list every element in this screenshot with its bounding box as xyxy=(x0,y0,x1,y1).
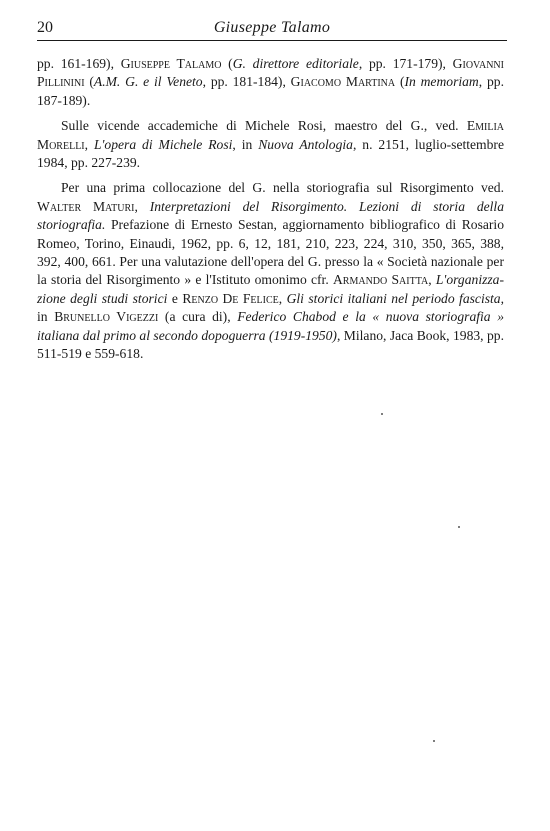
text-run: , n. 2151, luglio-settembre 1984, pp. 227-239. xyxy=(37,136,504,171)
text-run: ( xyxy=(395,74,405,90)
text-run: Sulle vicende accademiche di Michele Rosi, maestro del G., ved. xyxy=(61,118,467,134)
author-name: Walter Maturi xyxy=(37,198,135,214)
text-run: ( xyxy=(221,56,233,71)
text-run: , xyxy=(134,198,150,214)
text-run: Prefazione di Ernesto Sestan, aggiornamento bibliografico di Rosario Romeo, Torino, Einaudi, 1962, pp. 6, 12, 181, 210, 223, 224, 310, 350, 365, 388, 392, 400, 661. Per una valutazione dell'opera del G. presso la « Società nazionale per la storia del Risorgimento » e l'Istituto omonimo cfr. xyxy=(37,217,504,288)
work-title: In memoriam xyxy=(404,74,479,90)
author-name: Giuseppe Talamo xyxy=(120,56,222,71)
text-run: , xyxy=(278,290,287,306)
author-name: Giovanni Pillinini xyxy=(37,56,504,90)
text-run: Per una prima collocazione del G. nella storiografia sul Risorgimento ved. xyxy=(61,180,504,196)
work-title: L'opera di Michele Rosi xyxy=(93,136,233,152)
work-title: Interpretazioni del Risorgimento. Lezioni di storia della storiografia. xyxy=(37,198,505,233)
text-run: , pp. 181-184), xyxy=(202,74,291,90)
author-name: Giacomo Martina xyxy=(290,74,396,90)
scan-speck xyxy=(458,526,460,528)
text-run: ( xyxy=(84,74,94,90)
text-run: (a cura di), xyxy=(158,309,238,325)
author-name: Renzo De Felice xyxy=(182,290,279,306)
work-title: Gli storici italiani nel periodo fascista xyxy=(286,290,501,306)
paragraph xyxy=(37,117,504,172)
text-run: , in xyxy=(37,290,505,325)
scan-speck xyxy=(433,740,435,742)
running-head: Giuseppe Talamo xyxy=(213,19,331,36)
text-run: , xyxy=(428,272,436,288)
author-name: Emilia Morelli xyxy=(37,118,504,152)
text-run: e xyxy=(167,290,183,306)
work-title: L'organizzazione degli studi storici xyxy=(37,272,505,306)
scan-speck xyxy=(381,413,383,415)
work-title: G. direttore editoriale xyxy=(232,56,359,71)
page-number: 20 xyxy=(37,19,53,36)
author-name: Brunello Vigezzi xyxy=(54,309,159,325)
text-run: , in xyxy=(232,136,259,152)
work-title: Federico Chabod e la « nuova storiografia » italiana dal primo al secondo dopoguerra (1919-1950) xyxy=(37,309,504,343)
paragraph xyxy=(37,55,504,110)
body-text xyxy=(37,55,504,371)
work-title: Nuova Antologia xyxy=(258,136,353,152)
author-name: Armando Saitta xyxy=(332,272,429,288)
text-run: , pp. 187-189). xyxy=(37,74,504,108)
text-run: , Milano, Jaca Book, 1983, pp. 511-519 e 559-618. xyxy=(37,327,504,362)
paragraph xyxy=(37,179,504,363)
text-run: pp. 161-169), xyxy=(37,56,121,71)
text-run: , pp. 171-179), xyxy=(358,56,453,71)
work-title: A.M. G. e il Veneto xyxy=(93,74,203,90)
page-header xyxy=(37,16,507,41)
text-run: , xyxy=(84,136,94,152)
